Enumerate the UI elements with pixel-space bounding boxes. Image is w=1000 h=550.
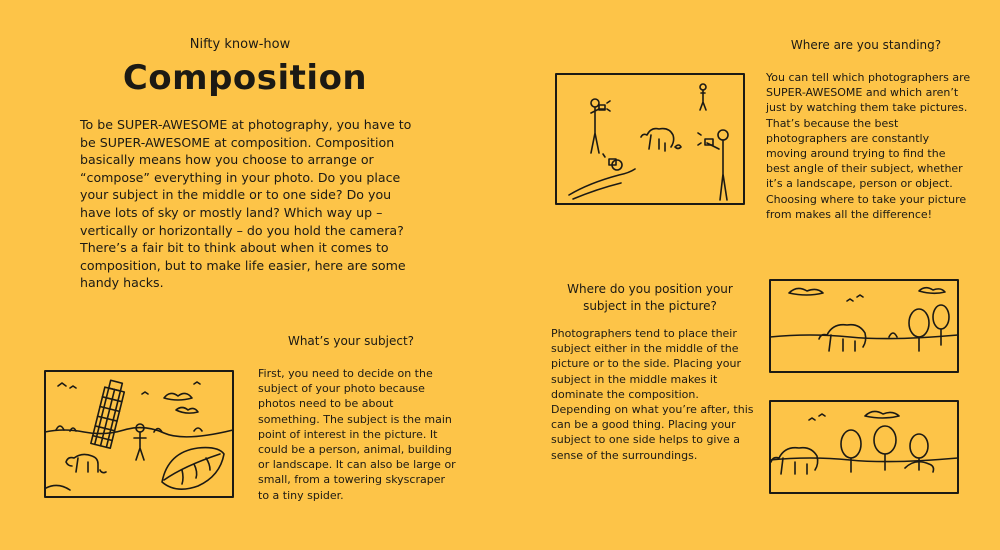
- standing-heading: Where are you standing?: [790, 38, 942, 52]
- subject-side-illustration: [769, 400, 959, 494]
- position-heading: Where do you position your subject in the picture?: [567, 282, 733, 313]
- section-kicker: Nifty know-how: [189, 37, 291, 52]
- standing-body: You can tell which photographers are SUPER-AWESOME and which aren’t just by watching them take pictures. That’s because the best photographers are constantly moving around trying to find the best angle of their subject, whether it’s a landscape, person or object. Choosing where to take your picture from makes all the difference!: [766, 71, 971, 221]
- position-body: Photographers tend to place their subject either in the middle of the picture or to the side. Placing your subject in the middle makes it dominate the composition. Depending on what you’re after, this can be a good thing. Placing your subject to one side helps to give a sense of the surroundings.: [551, 327, 754, 462]
- subject-heading: What’s your subject?: [287, 334, 415, 348]
- page-title: Composition: [122, 58, 368, 98]
- intro-paragraph: To be SUPER-AWESOME at photography, you have to be SUPER-AWESOME at composition. Composition basically means how you choose to arrange or “compose” everything in your photo. Do you place your subject in the middle or to one side? Do you have lots of sky or mostly land? Which way up – vertically or horizontally – do you hold the camera? There’s a fair bit to think about when it comes to composition, but to make life easier, here are some handy hacks.: [80, 117, 412, 291]
- pisa-tower-illustration: [44, 370, 234, 498]
- subject-body: First, you need to decide on the subject of your photo because photos need to be about something. The subject is the main point of interest in the picture. It could be a person, animal, building or landscape. It can also be large or small, from a towering skyscraper to a tiny spider.: [258, 367, 456, 502]
- photographers-illustration: [555, 73, 745, 205]
- subject-middle-illustration: [769, 279, 959, 373]
